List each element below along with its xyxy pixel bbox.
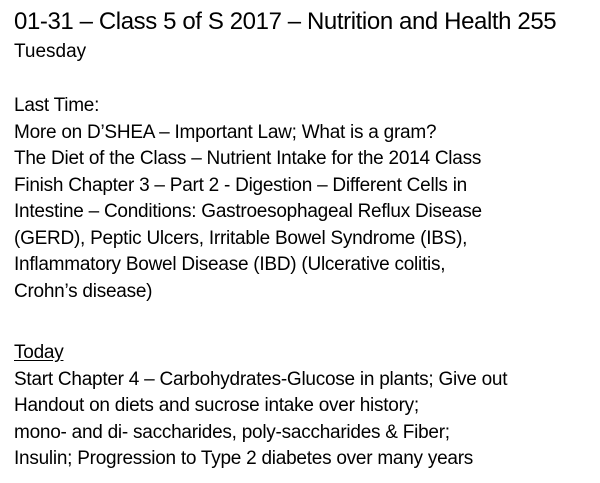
today-line: Start Chapter 4 – Carbohydrates-Glucose in plants; Give out (14, 368, 508, 390)
today-section (14, 340, 507, 473)
last-time-line: Finish Chapter 3 – Part 2 - Digestion – Different Cells in (14, 174, 467, 196)
last-time-heading: Last Time: (14, 95, 100, 116)
today-heading: Today (14, 342, 64, 363)
last-time-line: Crohn’s disease) (14, 280, 153, 302)
last-time-line: Intestine – Conditions: Gastroesophageal Reflux Disease (14, 201, 482, 222)
today-line: Handout on diets and sucrose intake over history; (14, 395, 419, 416)
last-time-line: Inflammatory Bowel Disease (IBD) (Ulcerative colitis, (14, 254, 446, 275)
last-time-section (14, 93, 482, 305)
last-time-line: The Diet of the Class – Nutrient Intake for the 2014 Class (14, 148, 482, 169)
last-time-line: More on D’SHEA – Important Law; What is a gram? (14, 121, 437, 143)
slide-title: 01-31 – Class 5 of S 2017 – Nutrition and Health 255 (14, 8, 557, 35)
last-time-line: (GERD), Peptic Ulcers, Irritable Bowel Syndrome (IBS), (14, 227, 468, 249)
today-line: Insulin; Progression to Type 2 diabetes over many years (14, 448, 474, 469)
today-line: mono- and di- saccharides, poly-saccharides & Fiber; (14, 421, 450, 443)
slide-subtitle: Tuesday (14, 41, 87, 62)
